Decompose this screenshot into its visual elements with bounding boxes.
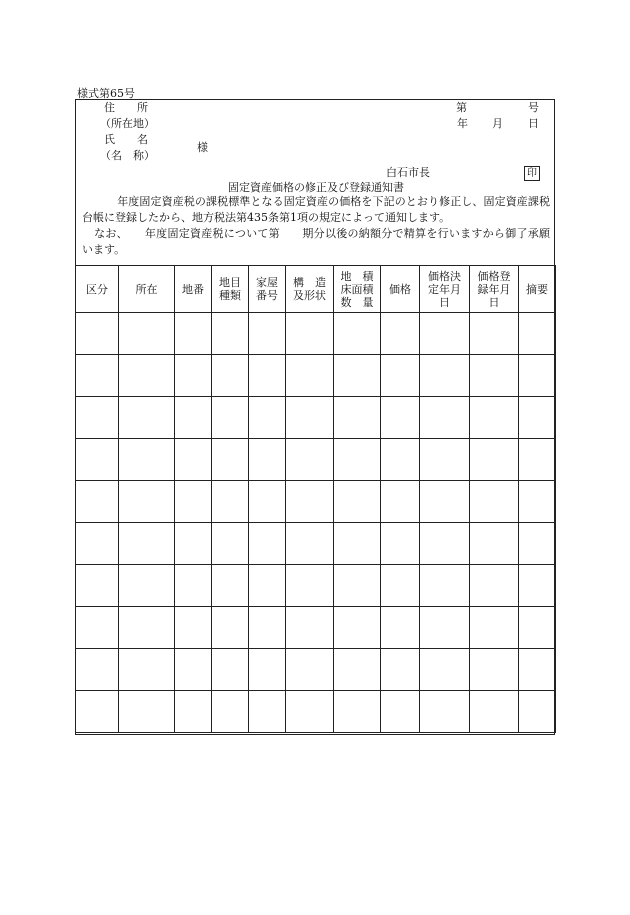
notice-body <box>82 194 550 258</box>
table-cell <box>420 565 470 607</box>
table-cell <box>175 649 212 691</box>
table-cell <box>334 691 381 733</box>
table-cell <box>470 481 519 523</box>
table-cell <box>381 691 420 733</box>
table-cell <box>334 397 381 439</box>
table-cell <box>334 355 381 397</box>
table-cell <box>249 481 286 523</box>
table-cell <box>420 313 470 355</box>
table-cell <box>470 313 519 355</box>
table-cell <box>381 481 420 523</box>
col-header: 地番 <box>175 266 212 313</box>
document-title: 固定資産価格の修正及び登録通知書 <box>228 181 404 194</box>
table-cell <box>470 397 519 439</box>
table-row <box>76 607 556 649</box>
table-cell <box>76 439 119 481</box>
table-cell <box>286 607 334 649</box>
table-cell <box>381 313 420 355</box>
table-cell <box>249 691 286 733</box>
table-cell <box>249 523 286 565</box>
table-cell <box>470 565 519 607</box>
table-cell <box>286 649 334 691</box>
table-cell <box>381 523 420 565</box>
col-header: 価格 <box>381 266 420 313</box>
table-cell <box>334 523 381 565</box>
table-cell <box>212 397 249 439</box>
table-cell <box>76 691 119 733</box>
table-cell <box>420 439 470 481</box>
table-cell <box>76 397 119 439</box>
col-header: 摘要 <box>519 266 556 313</box>
table-cell <box>381 607 420 649</box>
table-cell <box>76 481 119 523</box>
table-cell <box>334 439 381 481</box>
number-suffix: 号 <box>528 101 539 114</box>
table-cell <box>519 649 556 691</box>
table-cell <box>420 481 470 523</box>
table-cell <box>212 565 249 607</box>
table-row <box>76 649 556 691</box>
table-cell <box>381 439 420 481</box>
col-header: 地目 種類 <box>212 266 249 313</box>
table-cell <box>175 481 212 523</box>
table-cell <box>381 649 420 691</box>
table-cell <box>519 607 556 649</box>
table-cell <box>470 607 519 649</box>
table-row <box>76 481 556 523</box>
table-cell <box>286 439 334 481</box>
table-row <box>76 523 556 565</box>
table-cell <box>470 439 519 481</box>
address-sub-label: （所在地） <box>100 117 155 130</box>
table-cell <box>519 439 556 481</box>
table-cell <box>76 607 119 649</box>
table-cell <box>286 397 334 439</box>
notice-form <box>75 99 555 735</box>
table-row <box>76 565 556 607</box>
table-cell <box>249 397 286 439</box>
table-cell <box>420 523 470 565</box>
table-cell <box>119 355 175 397</box>
table-cell <box>519 355 556 397</box>
table-cell <box>212 691 249 733</box>
table-cell <box>470 523 519 565</box>
table-cell <box>175 607 212 649</box>
table-cell <box>212 649 249 691</box>
name-label: 氏 名 <box>104 133 148 146</box>
table-cell <box>249 439 286 481</box>
table-cell <box>334 649 381 691</box>
table-cell <box>175 439 212 481</box>
table-cell <box>119 649 175 691</box>
table-cell <box>119 607 175 649</box>
table-cell <box>420 355 470 397</box>
table-cell <box>76 565 119 607</box>
table-cell <box>470 355 519 397</box>
table-cell <box>519 565 556 607</box>
issuer-mayor: 白石市長 <box>386 166 430 179</box>
col-header: 地 積 床面積 数 量 <box>334 266 381 313</box>
table-cell <box>119 481 175 523</box>
table-row <box>76 439 556 481</box>
table-cell <box>519 397 556 439</box>
table-cell <box>249 565 286 607</box>
table-cell <box>175 523 212 565</box>
table-cell <box>334 607 381 649</box>
table-row <box>76 397 556 439</box>
table-cell <box>334 313 381 355</box>
col-header: 価格登 録年月 日 <box>470 266 519 313</box>
table-cell <box>119 523 175 565</box>
table-cell <box>334 565 381 607</box>
table-cell <box>286 565 334 607</box>
seal-mark: 印 <box>524 166 540 181</box>
table-cell <box>212 355 249 397</box>
table-cell <box>175 565 212 607</box>
table-cell <box>286 481 334 523</box>
table-cell <box>286 355 334 397</box>
number-prefix: 第 <box>456 101 467 114</box>
table-cell <box>212 439 249 481</box>
table-header-row <box>76 266 556 313</box>
table-cell <box>381 565 420 607</box>
table-cell <box>470 691 519 733</box>
table-cell <box>119 439 175 481</box>
table-cell <box>212 523 249 565</box>
table-cell <box>175 355 212 397</box>
table-cell <box>420 691 470 733</box>
table-row <box>76 691 556 733</box>
table-cell <box>249 649 286 691</box>
table-cell <box>76 313 119 355</box>
table-cell <box>519 691 556 733</box>
col-header: 家屋 番号 <box>249 266 286 313</box>
table-cell <box>381 355 420 397</box>
body-paragraph-1: 年度固定資産税の課税標準となる固定資産の価格を下記のとおり修正し、固定資産課税台帳に登録したから、地方税法第435条第1項の規定によって通知します。 <box>82 195 550 224</box>
table-cell <box>212 313 249 355</box>
property-table <box>75 265 556 733</box>
form-number: 様式第65号 <box>77 87 135 100</box>
table-cell <box>119 691 175 733</box>
table-cell <box>519 481 556 523</box>
table-cell <box>249 355 286 397</box>
table-cell <box>286 523 334 565</box>
table-row <box>76 355 556 397</box>
table-cell <box>470 649 519 691</box>
table-cell <box>286 313 334 355</box>
honorific-sama: 様 <box>197 141 208 154</box>
table-cell <box>420 397 470 439</box>
body-paragraph-2: なお、 年度固定資産税について第 期分以後の納額分で精算を行いますから御了承願います。 <box>82 227 550 256</box>
col-header: 構 造 及形状 <box>286 266 334 313</box>
table-cell <box>286 691 334 733</box>
table-cell <box>175 313 212 355</box>
table-cell <box>76 649 119 691</box>
table-cell <box>420 607 470 649</box>
date-month: 月 <box>492 117 503 130</box>
date-year: 年 <box>457 117 468 130</box>
table-cell <box>212 607 249 649</box>
table-cell <box>119 397 175 439</box>
table-cell <box>175 397 212 439</box>
address-label: 住 所 <box>104 101 148 114</box>
table-cell <box>119 313 175 355</box>
table-row <box>76 313 556 355</box>
date-day: 日 <box>528 117 539 130</box>
table-cell <box>519 313 556 355</box>
table-cell <box>249 313 286 355</box>
table-cell <box>76 355 119 397</box>
table-cell <box>76 523 119 565</box>
table-cell <box>249 607 286 649</box>
table-cell <box>381 397 420 439</box>
name-sub-label: （名 称） <box>100 149 155 162</box>
table-cell <box>175 691 212 733</box>
table-cell <box>519 523 556 565</box>
table-cell <box>420 649 470 691</box>
table-cell <box>334 481 381 523</box>
table-cell <box>212 481 249 523</box>
col-header: 所在 <box>119 266 175 313</box>
col-header: 価格決 定年月 日 <box>420 266 470 313</box>
col-header: 区分 <box>76 266 119 313</box>
table-cell <box>119 565 175 607</box>
